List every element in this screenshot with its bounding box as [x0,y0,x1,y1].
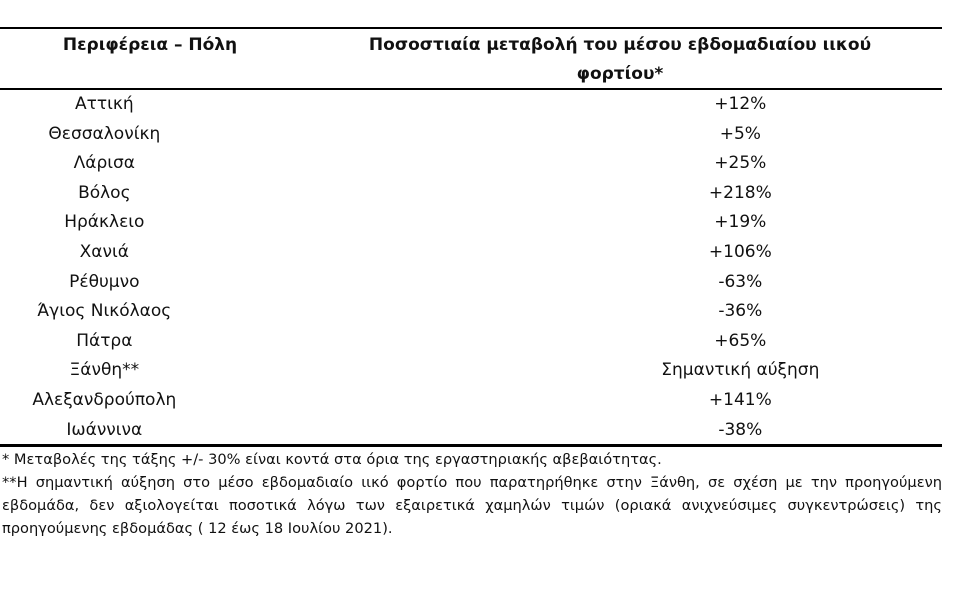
table-row [0,179,942,209]
footnote-uncertainty: * Μεταβολές της τάξης +/- 30% είναι κοντά στα όρια της εργαστηριακής αβεβαιότητας. [2,451,662,468]
change-cell: +106% [708,241,772,262]
change-cell: +141% [708,389,772,410]
city-cell: Χανιά [79,241,129,262]
city-cell: Βόλος [78,182,131,203]
table-row [0,268,942,298]
city-cell: Ρέθυμνο [69,271,140,292]
change-cell: +218% [708,182,772,203]
table-row [0,149,942,179]
city-cell: Πάτρα [76,330,133,351]
table-row [0,327,942,357]
city-cell: Λάρισα [73,153,135,174]
table-row [0,120,942,150]
city-cell: Ιωάννινα [66,419,143,440]
table-row [0,416,942,446]
table-bottom-rule [0,444,942,447]
change-cell: Σημαντική αύξηση [661,360,820,381]
table-row [0,208,942,238]
change-cell: +12% [714,94,767,114]
city-cell: Θεσσαλονίκη [48,123,161,144]
table-row [0,386,942,416]
footnotes [2,448,942,540]
table-top-rule [0,27,942,29]
change-cell: +25% [714,153,767,174]
footnote-xanthi: **Η σημαντική αύξηση στο μέσο εβδομαδιαίο ιικό φορτίο που παρατηρήθηκε στην Ξάνθη, σε σχέση με την προηγούμενη εβδομάδα, δεν αξιολογείται ποσοτικά λόγω των εξαιρετικά χαμηλών τιμών (οριακά ανιχνεύσιμες συγκεντρώσεις) της προηγούμενης εβδομάδας ( 12 έως 18 Ιουλίου 2021). [2,474,942,537]
table-row [0,356,942,386]
city-cell: Αλεξανδρούπολη [32,389,177,410]
table-body [0,90,942,445]
change-cell: +19% [714,212,767,233]
change-cell: +65% [714,330,767,351]
change-cell: -36% [718,301,763,322]
header-percent-change: Ποσοστιαία μεταβολή του μέσου εβδομαδιαίου ιικού φορτίου* [368,35,872,84]
table-row [0,90,942,120]
table-row [0,238,942,268]
city-cell: Ξάνθη** [69,360,140,381]
change-cell: +5% [719,123,761,144]
change-cell: -38% [718,419,763,440]
city-cell: Άγιος Νικόλαος [37,301,172,322]
table-row [0,297,942,327]
header-region-city: Περιφέρεια – Πόλη [62,35,238,55]
city-cell: Αττική [74,94,134,114]
change-cell: -63% [718,271,763,292]
city-cell: Ηράκλειο [64,212,145,233]
